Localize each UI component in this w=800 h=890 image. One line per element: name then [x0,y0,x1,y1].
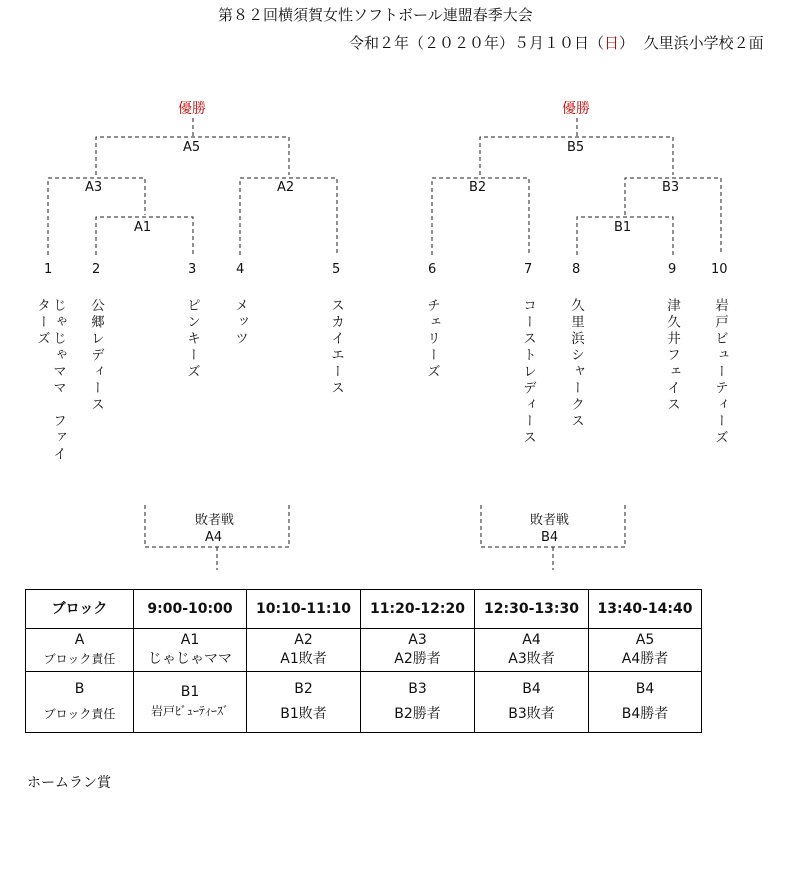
match-cell [134,629,247,672]
block-b-final-match: B5 [564,140,587,155]
match-cell [475,672,589,733]
entry-number: 4 [236,262,245,277]
schedule-row-b [26,672,702,733]
match-id: A1 [180,632,200,648]
match-cell [589,672,702,733]
match-detail: B3敗者 [508,706,555,722]
block-cell [26,672,134,733]
block-b-first-round: B1 [611,220,634,235]
header-cell: 9:00-10:00 [134,590,247,629]
match-id: B4 [635,681,655,697]
team-name: コーストレディース [520,298,536,447]
entry-number: 9 [668,262,677,277]
match-id: A4 [522,632,541,648]
block-b-semi-right: B3 [659,180,682,195]
match-detail: B1敗者 [280,706,327,722]
match-detail: 岩戸ﾋﾞｭｰﾃｨｰｽﾞ [150,704,229,718]
block-a-semi-right: A2 [274,180,297,195]
match-cell [247,672,361,733]
entry-number: 3 [188,262,197,277]
tournament-title: 第８２回横須賀女性ソフトボール連盟春季大会 [218,6,533,24]
entry-number: 8 [572,262,581,277]
match-detail: A1敗者 [280,651,327,667]
block-responsible: ブロック責任 [43,652,116,666]
block-b-consolation-match: B4 [541,530,559,545]
date-prefix: 令和２年（２０２０年）５月１０日（ [349,34,605,52]
team-name: スカイエース [328,298,344,397]
match-detail: A3敗者 [508,651,555,667]
block-b-winner-label: 優勝 [562,101,590,117]
header-cell: ブロック [26,590,134,629]
team-name: 岩戸ビューティーズ [712,298,728,447]
block-a-first-round: A1 [131,220,154,235]
match-detail: A2勝者 [394,651,441,667]
date-suffix: ） [619,34,635,52]
team-name: 公郷レディース [88,298,104,414]
team-name: チェリーズ [424,298,440,381]
match-detail: B2勝者 [394,706,441,722]
match-detail: B4勝者 [621,706,669,722]
entry-number: 6 [428,262,437,277]
match-detail: じゃじゃママ [148,651,232,667]
entry-number: 7 [524,262,533,277]
match-cell [361,672,475,733]
entry-number: 10 [711,262,728,277]
block-b-consolation-label: 敗者戦 [530,513,570,528]
schedule-table [25,589,702,733]
match-cell [361,629,475,672]
match-cell [247,629,361,672]
match-id: B1 [180,684,200,700]
block-b-semi-left: B2 [466,180,489,195]
schedule-header-row [26,590,702,629]
block-a-winner-label: 優勝 [178,101,206,117]
venue: 久里浜小学校２面 [643,34,764,52]
header-cell: 11:20-12:20 [361,590,475,629]
header-cell: 10:10-11:10 [247,590,361,629]
entry-number: 1 [44,262,53,277]
match-id: B4 [522,681,541,697]
block-a-consolation-match: A4 [205,530,223,545]
block-name: B [74,681,85,697]
header-cell: 12:30-13:30 [475,590,589,629]
match-cell [134,672,247,733]
block-a-consolation-label: 敗者戦 [195,513,235,528]
homerun-award-label: ホームラン賞 [27,775,111,791]
team-name: ピンキーズ [184,298,200,381]
team-name: 津久井フェイス [664,298,680,414]
team-name: メッツ [232,298,248,348]
match-id: B3 [408,681,427,697]
header-cell: 13:40-14:40 [589,590,702,629]
match-cell [475,629,589,672]
block-name: A [74,632,85,648]
team-name: じゃじゃママ ファイターズ [34,298,66,463]
block-a-semi-left: A3 [82,180,105,195]
block-responsible: ブロック責任 [43,707,116,721]
schedule-row-a [26,629,702,672]
match-id: A2 [294,632,313,648]
match-id: A5 [635,632,655,648]
match-id: A3 [408,632,427,648]
team-name: 久里浜シャークス [568,298,584,430]
match-id: B2 [294,681,313,697]
block-a-final-match: A5 [180,140,203,155]
match-cell [589,629,702,672]
entry-number: 2 [92,262,101,277]
entry-number: 5 [332,262,341,277]
date-weekday: 日 [604,34,620,52]
match-detail: A4勝者 [621,651,669,667]
block-cell [26,629,134,672]
